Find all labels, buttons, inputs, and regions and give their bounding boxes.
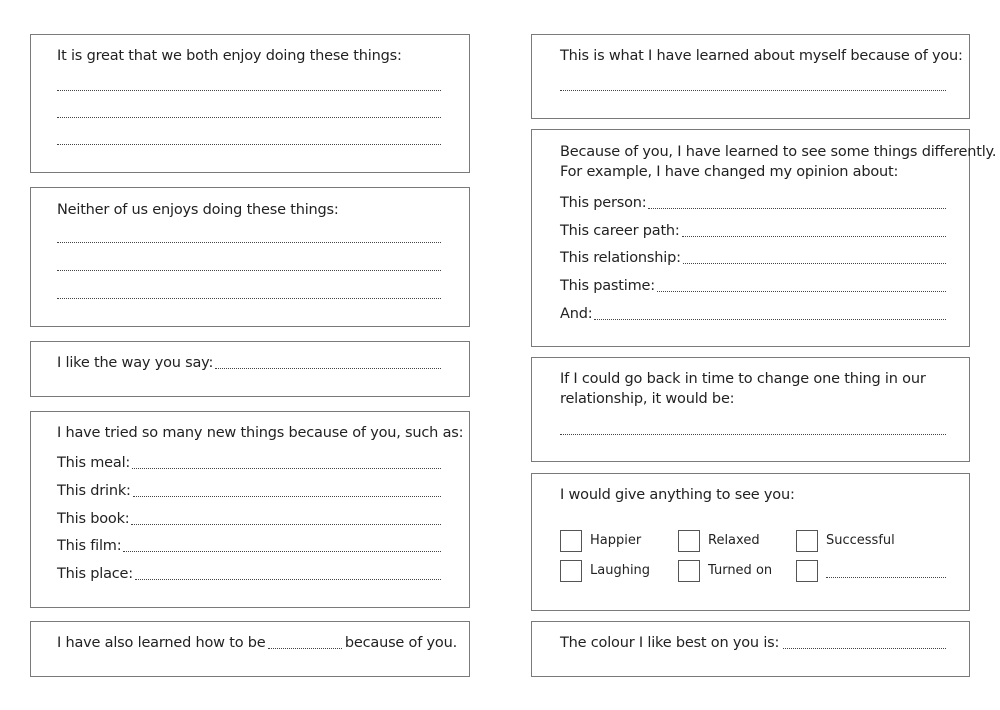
prompt-enjoy-both: It is great that we both enjoy doing these things: bbox=[57, 48, 402, 64]
see-differently-line1: Because of you, I have learned to see some things differently. bbox=[560, 144, 997, 160]
option-label: Successful bbox=[826, 533, 895, 548]
card-see-differently bbox=[531, 129, 997, 347]
learned-to-be-before: I have also learned how to be bbox=[57, 635, 266, 651]
write-line-other[interactable] bbox=[826, 577, 946, 578]
new-thing-label: This place: bbox=[57, 566, 133, 582]
write-line[interactable] bbox=[57, 90, 441, 91]
go-back-line2: relationship, it would be: bbox=[560, 391, 735, 407]
write-line[interactable] bbox=[594, 319, 946, 320]
write-line[interactable] bbox=[57, 144, 441, 145]
card-learned-myself bbox=[531, 34, 970, 119]
opinion-row bbox=[560, 276, 946, 296]
write-line[interactable] bbox=[682, 236, 946, 237]
new-thing-row bbox=[57, 564, 441, 584]
card-neither-enjoys bbox=[30, 187, 470, 327]
prompt-way-you-say: I like the way you say: bbox=[57, 355, 214, 371]
new-thing-row bbox=[57, 481, 441, 501]
card-learned-to-be bbox=[30, 621, 470, 677]
new-thing-row bbox=[57, 453, 441, 473]
checkbox-successful[interactable] bbox=[796, 530, 818, 552]
option-label: Laughing bbox=[590, 563, 651, 578]
learned-to-be-row bbox=[57, 633, 457, 653]
new-thing-row bbox=[57, 509, 441, 529]
card-new-things bbox=[30, 411, 470, 608]
prompt-colour: The colour I like best on you is: bbox=[560, 635, 780, 651]
opinion-row bbox=[560, 221, 946, 241]
way-you-say-row bbox=[57, 353, 441, 373]
see-differently-line2: For example, I have changed my opinion about: bbox=[560, 164, 899, 180]
write-line[interactable] bbox=[133, 496, 441, 497]
prompt-new-things: I have tried so many new things because of you, such as: bbox=[57, 425, 464, 441]
opinion-label: This person: bbox=[560, 195, 647, 211]
write-line[interactable] bbox=[132, 468, 441, 469]
option-label: Happier bbox=[590, 533, 642, 548]
write-line[interactable] bbox=[783, 648, 946, 649]
learned-to-be-after: because of you. bbox=[344, 635, 457, 651]
write-line[interactable] bbox=[57, 270, 441, 271]
opinion-row bbox=[560, 248, 946, 268]
prompt-neither-enjoys: Neither of us enjoys doing these things: bbox=[57, 202, 339, 218]
write-line[interactable] bbox=[135, 579, 441, 580]
checkbox-relaxed[interactable] bbox=[678, 530, 700, 552]
new-thing-label: This film: bbox=[57, 538, 122, 554]
opinion-label: This relationship: bbox=[560, 250, 681, 266]
opinion-label: This career path: bbox=[560, 223, 680, 239]
checkbox-laughing[interactable] bbox=[560, 560, 582, 582]
write-line[interactable] bbox=[683, 263, 946, 264]
card-go-back bbox=[531, 357, 970, 462]
write-line[interactable] bbox=[560, 434, 946, 435]
card-way-you-say bbox=[30, 341, 470, 397]
colour-row bbox=[560, 633, 946, 653]
new-thing-label: This meal: bbox=[57, 455, 131, 471]
write-line[interactable] bbox=[57, 298, 441, 299]
opinion-label: This pastime: bbox=[560, 278, 655, 294]
checkbox-other[interactable] bbox=[796, 560, 818, 582]
opinion-row bbox=[560, 304, 946, 324]
new-thing-label: This book: bbox=[57, 511, 130, 527]
write-line[interactable] bbox=[123, 551, 441, 552]
card-colour bbox=[531, 621, 970, 677]
go-back-line1: If I could go back in time to change one thing in our bbox=[560, 371, 926, 387]
write-line[interactable] bbox=[648, 208, 946, 209]
write-line[interactable] bbox=[57, 242, 441, 243]
checkbox-happier[interactable] bbox=[560, 530, 582, 552]
write-line[interactable] bbox=[57, 117, 441, 118]
new-thing-label: This drink: bbox=[57, 483, 131, 499]
option-label: Relaxed bbox=[708, 533, 760, 548]
write-line[interactable] bbox=[560, 90, 946, 91]
write-line[interactable] bbox=[657, 291, 946, 292]
card-give-anything bbox=[531, 473, 970, 611]
prompt-learned-myself: This is what I have learned about myself because of you: bbox=[560, 48, 963, 64]
new-thing-row bbox=[57, 536, 441, 556]
opinion-label: And: bbox=[560, 306, 593, 322]
card-enjoy-both bbox=[30, 34, 470, 173]
option-label: Turned on bbox=[708, 563, 773, 578]
checkbox-turned-on[interactable] bbox=[678, 560, 700, 582]
opinion-row bbox=[560, 193, 946, 213]
write-line[interactable] bbox=[215, 368, 441, 369]
write-line[interactable] bbox=[131, 524, 441, 525]
write-line[interactable] bbox=[268, 648, 342, 649]
prompt-give-anything: I would give anything to see you: bbox=[560, 487, 795, 503]
